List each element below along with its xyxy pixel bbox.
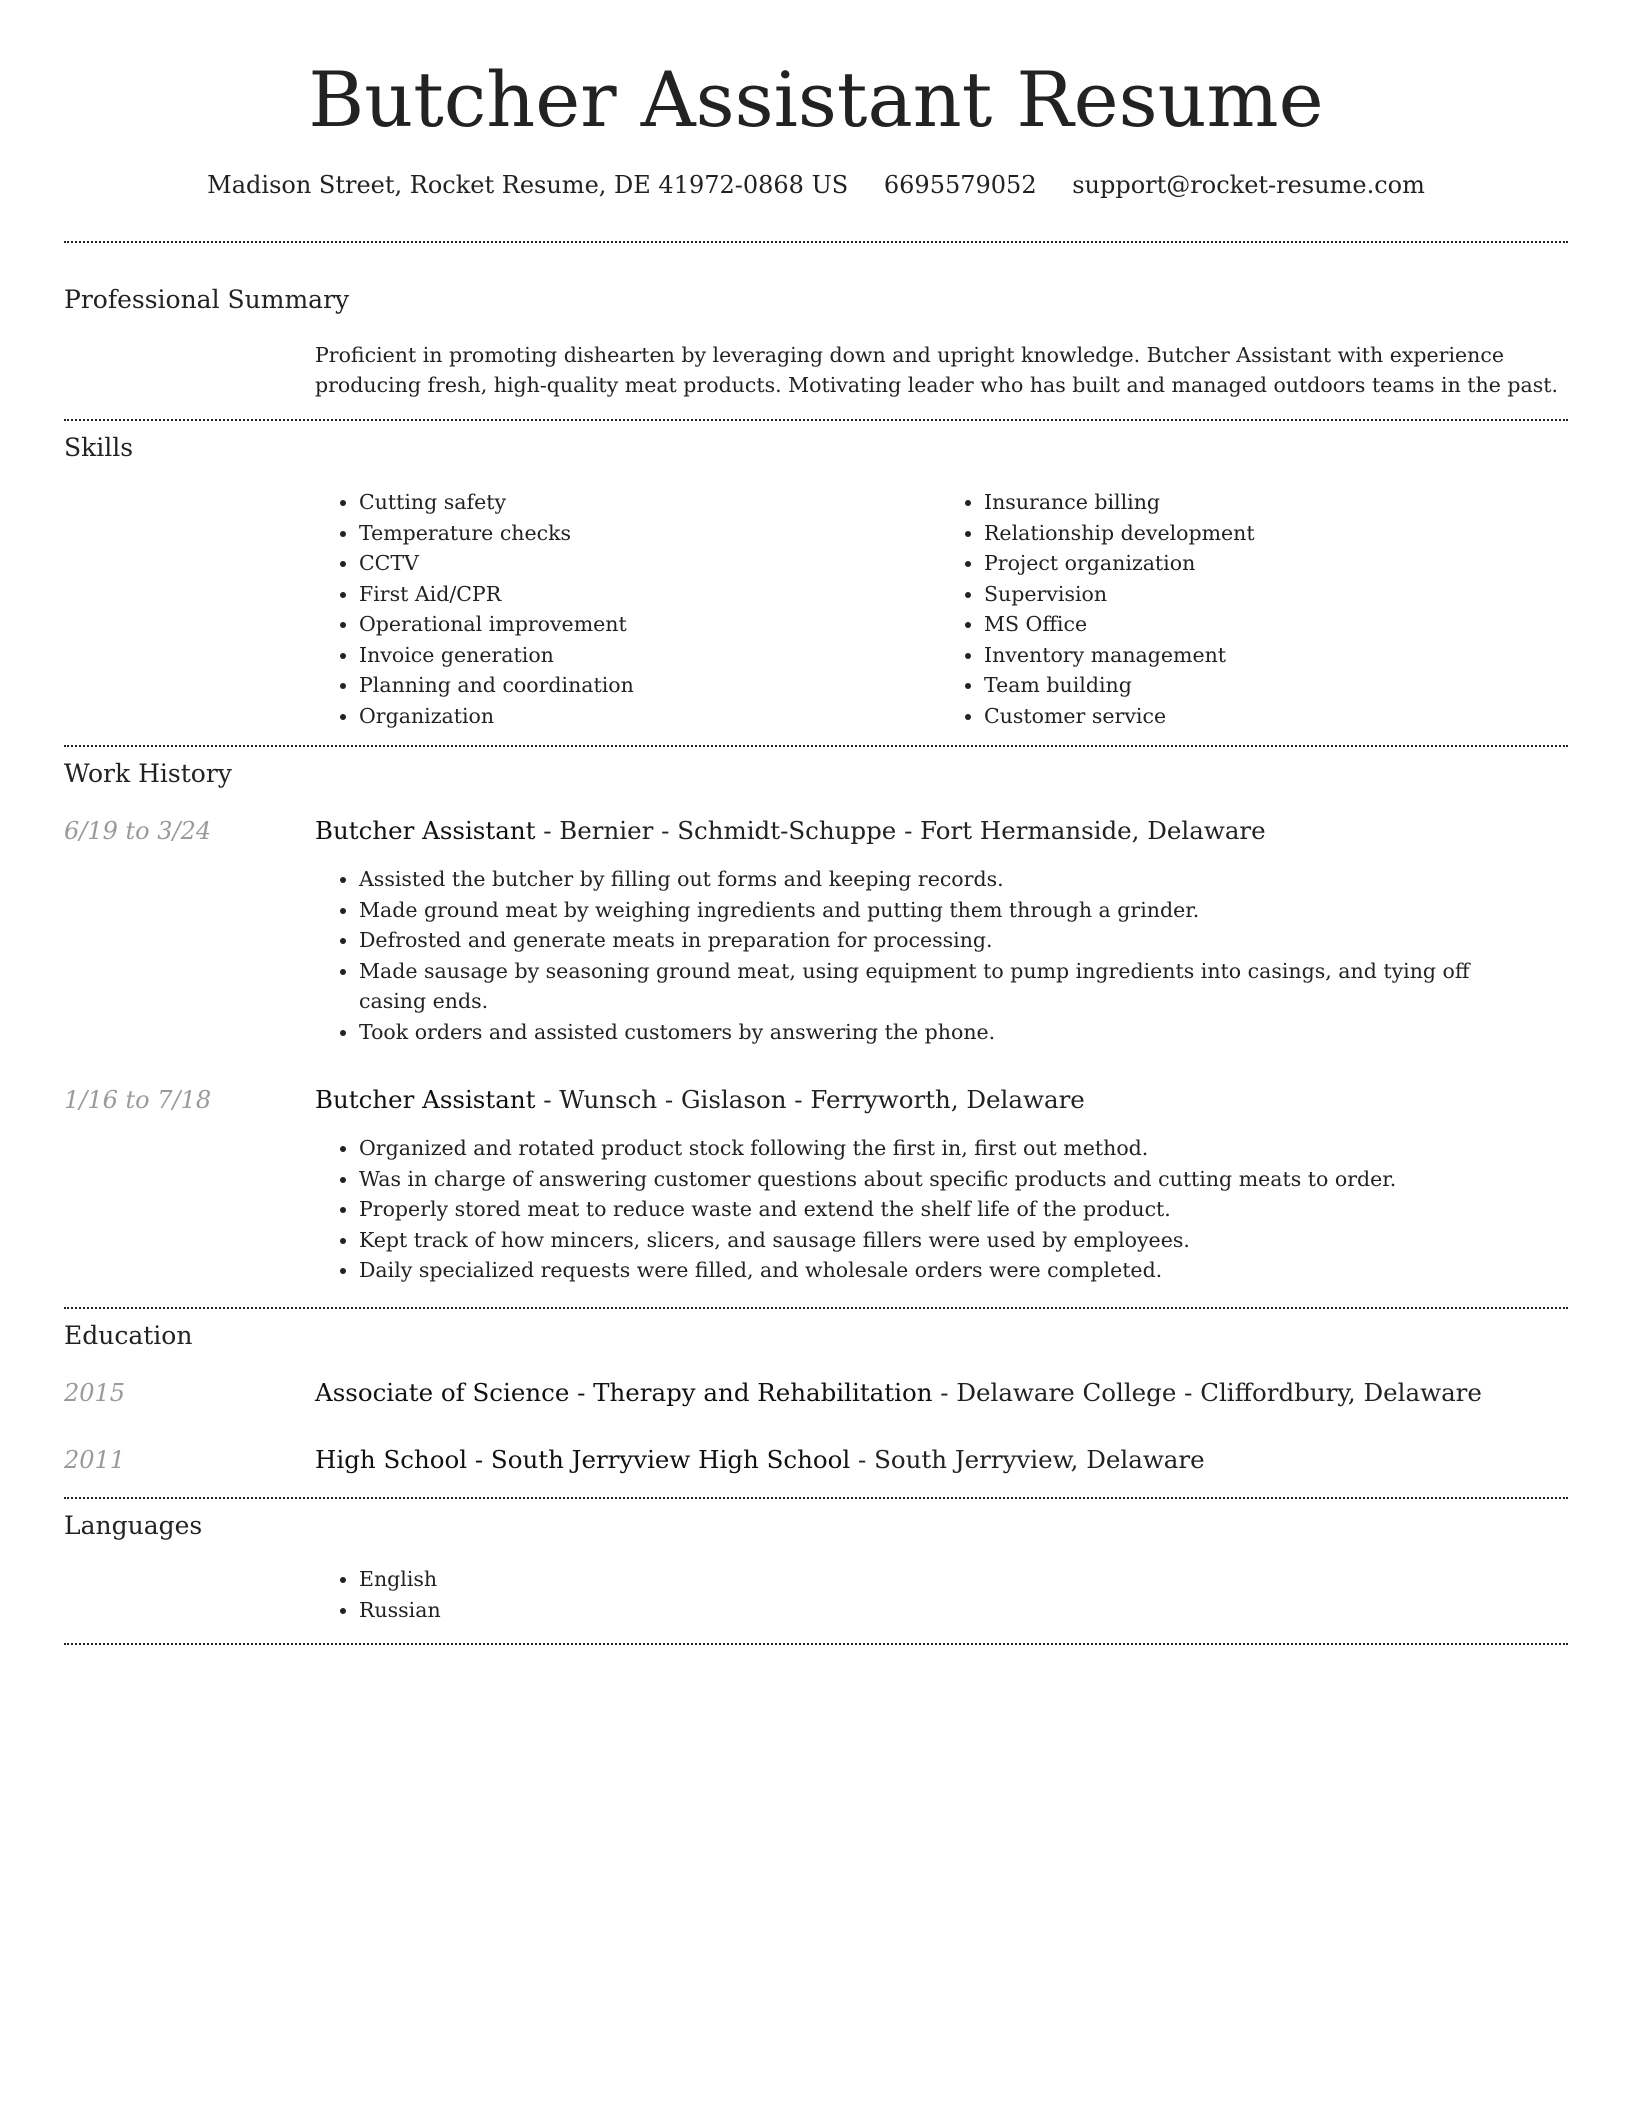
job-heading (315, 814, 1565, 848)
job-duty-item: • Kept track of how mincers, slicers, and sausage fillers were used by employees. (359, 1225, 1535, 1256)
skill-item: • Project organization (984, 548, 1565, 579)
education-year: 2011 (64, 1446, 126, 1474)
skill-item: • Team building (984, 670, 1565, 701)
section-divider (64, 1643, 1568, 1645)
summary-section (315, 340, 1565, 400)
contact-address: Madison Street, Rocket Resume, DE 41972-0868 US (207, 171, 849, 199)
languages-heading: Languages (64, 1511, 203, 1540)
skills-heading: Skills (64, 433, 134, 462)
education-year: 2015 (64, 1379, 126, 1407)
job-duty-item: • Properly stored meat to reduce waste and extend the shelf life of the product. (359, 1194, 1535, 1225)
skill-item: • Insurance billing (984, 487, 1565, 518)
resume-header (0, 0, 1632, 202)
education-entry (315, 1376, 1565, 1410)
job-employer: - Bernier - Schmidt-Schuppe - Fort Hermanside, Delaware (535, 816, 1266, 845)
summary-heading: Professional Summary (64, 285, 350, 314)
section-divider (64, 419, 1568, 421)
job-duty-item: • Made sausage by seasoning ground meat, using equipment to pump ingredients into casings, and tying off casing ends. (359, 956, 1535, 1017)
job-dates: 1/16 to 7/18 (64, 1086, 212, 1114)
work-history-heading: Work History (64, 759, 232, 788)
language-item: • Russian (359, 1595, 1565, 1626)
job-role: Butcher Assistant (315, 816, 536, 845)
section-divider (64, 241, 1568, 243)
skill-item: • Inventory management (984, 640, 1565, 671)
skill-item: • Planning and coordination (359, 670, 940, 701)
section-divider (64, 1307, 1568, 1309)
job-dates: 6/19 to 3/24 (64, 817, 212, 845)
education-degree: Associate of Science - Therapy and Rehabilitation (315, 1378, 933, 1407)
section-divider (64, 1497, 1568, 1499)
contact-line (0, 168, 1632, 202)
contact-phone: 6695579052 (883, 171, 1037, 199)
job-duty-item: • Defrosted and generate meats in preparation for processing. (359, 925, 1535, 956)
skill-item: • Temperature checks (359, 518, 940, 549)
education-entry (315, 1443, 1565, 1477)
skill-item: • CCTV (359, 548, 940, 579)
job-duty-item: • Took orders and assisted customers by answering the phone. (359, 1017, 1535, 1048)
job-role: Butcher Assistant (315, 1085, 536, 1114)
languages-section (315, 1564, 1565, 1625)
job-duties (315, 1133, 1535, 1286)
skill-item: • Cutting safety (359, 487, 940, 518)
resume-title: Butcher Assistant Resume (308, 55, 1324, 144)
education-school: - South Jerryview, Delaware (850, 1445, 1205, 1474)
language-item: • English (359, 1564, 1565, 1595)
summary-text: Proficient in promoting dishearten by leveraging down and upright knowledge. Butcher Assistant with experience producing fresh, high-quality meat products. Motivating leader who has built and managed outdoors teams in the past. (315, 343, 1558, 397)
job-duty-item: • Organized and rotated product stock following the first in, first out method. (359, 1133, 1535, 1164)
skill-item: • Customer service (984, 701, 1565, 732)
skills-section (315, 487, 1565, 731)
job-duty-item: • Made ground meat by weighing ingredients and putting them through a grinder. (359, 895, 1535, 926)
skill-item: • Supervision (984, 579, 1565, 610)
skills-list-left (315, 487, 940, 731)
contact-email: support@rocket-resume.com (1072, 171, 1425, 199)
skill-item: • First Aid/CPR (359, 579, 940, 610)
skills-list-right (940, 487, 1565, 731)
section-divider (64, 745, 1568, 747)
skill-item: • Relationship development (984, 518, 1565, 549)
job-duties (315, 864, 1535, 1047)
job-employer: - Wunsch - Gislason - Ferryworth, Delaware (535, 1085, 1085, 1114)
job-duty-item: • Was in charge of answering customer questions about specific products and cutting meats to order. (359, 1164, 1535, 1195)
skill-item: • Invoice generation (359, 640, 940, 671)
job-duty-item: • Assisted the butcher by filling out forms and keeping records. (359, 864, 1535, 895)
skill-item: • Operational improvement (359, 609, 940, 640)
job-duty-item: • Daily specialized requests were filled, and wholesale orders were completed. (359, 1255, 1535, 1286)
skill-item: • Organization (359, 701, 940, 732)
job-heading (315, 1083, 1565, 1117)
education-degree: High School - South Jerryview High School (315, 1445, 851, 1474)
education-heading: Education (64, 1321, 193, 1350)
education-school: - Delaware College - Cliffordbury, Delaware (932, 1378, 1482, 1407)
skill-item: • MS Office (984, 609, 1565, 640)
